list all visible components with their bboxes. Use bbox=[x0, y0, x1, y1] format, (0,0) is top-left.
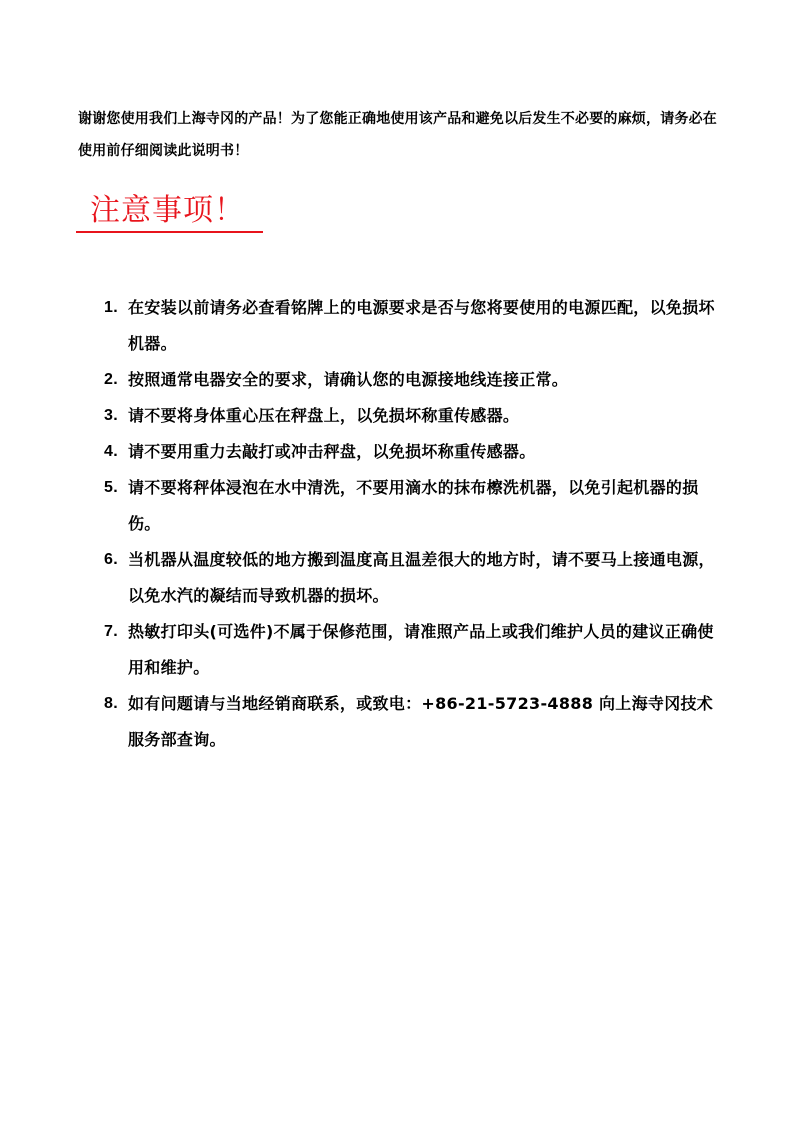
notice-item bbox=[104, 398, 724, 434]
notice-item-text: 如有问题请与当地经销商联系，或致电：+86-21-5723-4888 向上海寺冈技术服务部查询。 bbox=[128, 694, 714, 749]
notice-item-number: 4. bbox=[104, 443, 118, 460]
notice-item bbox=[104, 290, 724, 362]
notice-item-number: 5. bbox=[104, 479, 118, 496]
notice-item-text: 热敏打印头(可选件)不属于保修范围，请准照产品上或我们维护人员的建议正确使用和维护。 bbox=[128, 622, 714, 677]
intro-paragraph: 谢谢您使用我们上海寺冈的产品！为了您能正确地使用该产品和避免以后发生不必要的麻烦，请务必在使用前仔细阅读此说明书！ bbox=[78, 111, 717, 159]
notice-item-text: 请不要将身体重心压在秤盘上，以免损坏称重传感器。 bbox=[128, 406, 520, 425]
notice-item bbox=[104, 470, 724, 542]
notice-item-number: 6. bbox=[104, 551, 118, 568]
notice-item-text: 在安装以前请务必查看铭牌上的电源要求是否与您将要使用的电源匹配，以免损坏机器。 bbox=[128, 298, 715, 353]
notice-heading: 注意事项！ bbox=[76, 191, 263, 233]
notice-item-text: 请不要将秤体浸泡在水中清洗，不要用滴水的抹布檫洗机器，以免引起机器的损伤。 bbox=[128, 478, 699, 533]
notice-item bbox=[104, 434, 724, 470]
notice-item-number: 2. bbox=[104, 371, 118, 388]
notice-item-number: 8. bbox=[104, 695, 118, 712]
notice-item-number: 3. bbox=[104, 407, 118, 424]
notice-item-text: 按照通常电器安全的要求，请确认您的电源接地线连接正常。 bbox=[128, 370, 569, 389]
notice-item-text: 请不要用重力去敲打或冲击秤盘，以免损坏称重传感器。 bbox=[128, 442, 536, 461]
notice-item bbox=[104, 542, 724, 614]
notice-item bbox=[104, 362, 724, 398]
notice-item-number: 1. bbox=[104, 299, 118, 316]
notice-item bbox=[104, 614, 724, 686]
notice-list bbox=[104, 290, 724, 758]
notice-item bbox=[104, 686, 724, 758]
notice-item-number: 7. bbox=[104, 623, 118, 640]
notice-item-text: 当机器从温度较低的地方搬到温度高且温差很大的地方时，请不要马上接通电源，以免水汽的凝结而导致机器的损坏。 bbox=[128, 550, 715, 605]
